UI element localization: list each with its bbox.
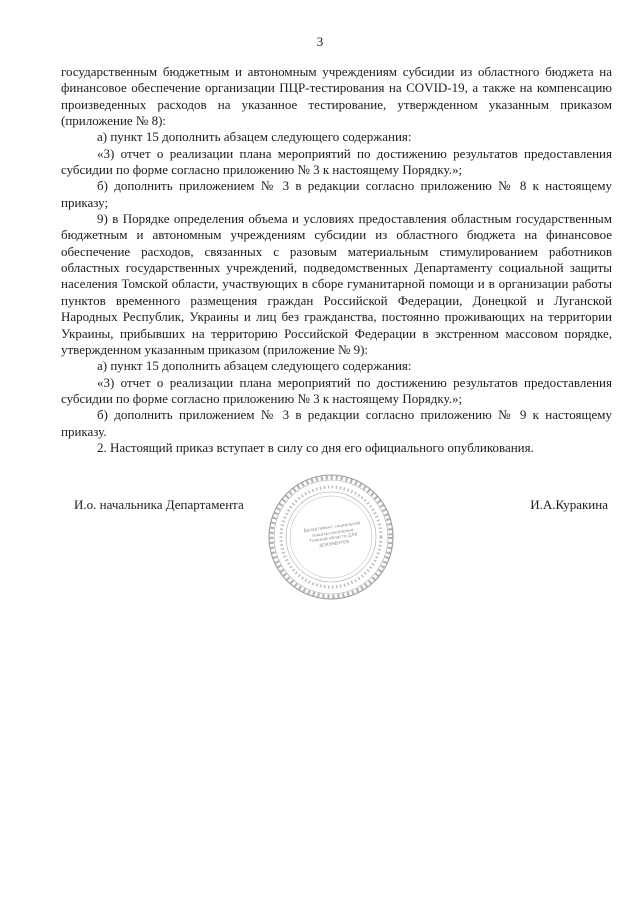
- paragraph-a-2: а) пункт 15 дополнить абзацем следующего содержания:: [97, 358, 412, 374]
- paragraph-item-9: 9) в Порядке определения объема и условиях предоставления областным государственным бюджетным и автономным учреждениям субсидии из областного бюджета на финансовое обеспечение расходов, связанных с разовым материальным стимулированием работников областных государственных учреждений, подведомственных Департаменту социальной защиты населения Томской области, участвующих в сборе гуманитарной помощи и в организации работы пунктов временного размещения граждан Российской Федерации, Донецкой и Луганской Народных Республик, Украины и лиц без гражданства, постоянно проживающих на территории Украины, прибывших на территорию Российской Федерации в экстренном массовом порядке, утвержденном указанным приказом (приложение № 9):: [61, 211, 612, 357]
- official-seal: [266, 472, 396, 602]
- paragraph-quote-2: «3) отчет о реализации плана мероприятий по достижению результатов предоставления субсидии по форме согласно приложению № 3 к настоящему Порядку.»;: [61, 374, 612, 406]
- paragraph-effective: 2. Настоящий приказ вступает в силу со дня его официального опубликования.: [97, 439, 534, 455]
- page-number: 3: [316, 34, 324, 49]
- paragraph-b-1: б) дополнить приложением № 3 в редакции согласно приложению № 8 к настоящему приказу;: [61, 178, 612, 210]
- signatory-name: И.А.Куракина: [530, 497, 608, 512]
- signatory-position: И.о. начальника Департамента: [74, 497, 244, 512]
- paragraph-intro: государственным бюджетным и автономным учреждениям субсидии из областного бюджета на финансовое обеспечение организации ПЦР-тестирования на COVID-19, а также на компенсацию произведенных расходов на указанное тестирование, утвержденном указанным приказом (приложение № 8):: [61, 64, 612, 129]
- seal-inner-text: Департамент социальной защиты населения Томской области ДЛЯ ДОКУМЕНТОВ: [303, 520, 361, 548]
- paragraph-quote-1: «3) отчет о реализации плана мероприятий по достижению результатов предоставления субсидии по форме согласно приложению № 3 к настоящему Порядку.»;: [61, 145, 612, 178]
- paragraph-b-2: б) дополнить приложением № 3 в редакции согласно приложению № 9 к настоящему приказу.: [61, 407, 612, 439]
- document-body: [61, 64, 612, 456]
- paragraph-a-1: а) пункт 15 дополнить абзацем следующего содержания:: [97, 129, 412, 145]
